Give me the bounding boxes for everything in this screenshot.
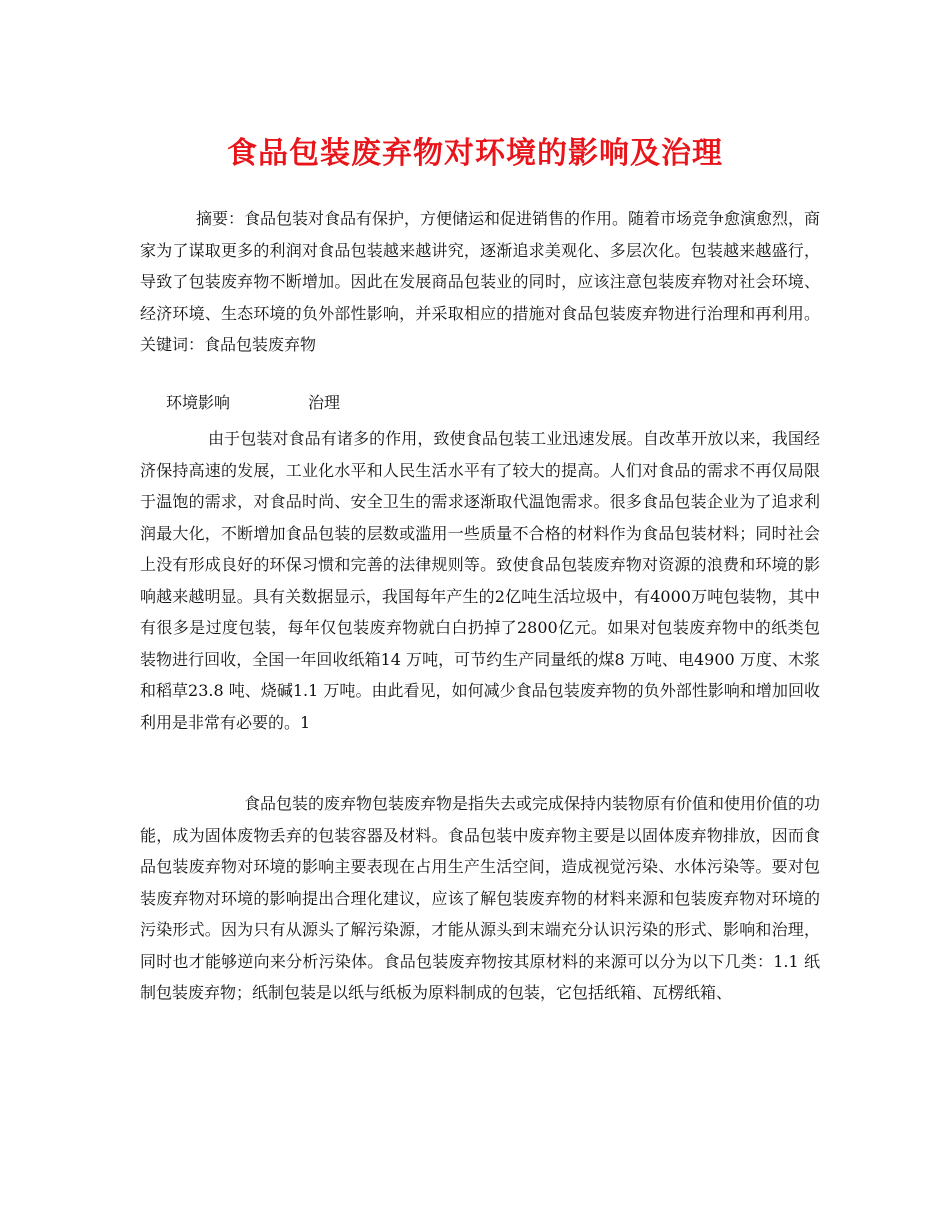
paragraph-2-text: 食品包装的废弃物包装废弃物是指失去或完成保持内装物原有价值和使用价值的功能，成为固体废物丢弃的包装容器及材料。食品包装中废弃物主要是以固体废弃物排放，因而食品包装废弃物对环境的影响主要表现在占用生产生活空间，造成视觉污染、水体污染等。要对包装废弃物对环境的影响提出合理化建议，应该了解包装废弃物的材料来源和包装废弃物对环境的污染形式。因为只有从源头了解污染源，才能从源头到末端充分认识污染的形式、影响和治理，同时也才能够逆向来分析污染体。食品包装废弃物按其原材料的来源可以分为以下几类：1.1 纸制包装废弃物；纸制包装是以纸与纸板为原料制成的包装，它包括纸箱、瓦楞纸箱、 — [140, 794, 821, 1002]
abstract-text: 摘要：食品包装对食品有保护，方便储运和促进销售的作用。随着市场竞争愈演愈烈，商家为了谋取更多的利润对食品包装越来越讲究，逐渐追求美观化、多层次化。包装越来越盛行，导致了包装废弃物不断增加。因此在发展商品包装业的同时，应该注意包装废弃物对社会环境、经济环境、生态环境的负外部性影响，并采取相应的措施对食品包装废弃物进行治理和再利用。关键词：食品包装废弃物 — [140, 209, 821, 354]
document-title: 食品包装废弃物对环境的影响及治理 — [227, 136, 723, 171]
keyword-governance: 治理 — [308, 393, 341, 412]
body-paragraph-1 — [140, 423, 820, 738]
abstract-paragraph — [140, 203, 820, 361]
paragraph-1-text: 由于包装对食品有诸多的作用，致使食品包装工业迅速发展。自改革开放以来，我国经济保持高速的发展，工业化水平和人民生活水平有了较大的提高。人们对食品的需求不再仅局限于温饱的需求，对食品时尚、安全卫生的需求逐渐取代温饱需求。很多食品包装企业为了追求利润最大化，不断增加食品包装的层数或滥用一些质量不合格的材料作为食品包装材料；同时社会上没有形成良好的环保习惯和完善的法律规则等。致使食品包装废弃物对资源的浪费和环境的影响越来越明显。具有关数据显示，我国每年产生的2亿吨生活垃圾中，有4000万吨包装物，其中有很多是过度包装，每年仅包装废弃物就白白扔掉了2800亿元。如果对包装废弃物中的纸类包装物进行回收，全国一年回收纸箱14 万吨，可节约生产同量纸的煤8 万吨、电4900 万度、木浆和稻草23.8 吨、烧碱1.1 万吨。由此看见，如何减少食品包装废弃物的负外部性影响和增加回收利用是非常有必要的。1 — [140, 429, 820, 732]
keywords-line — [166, 390, 340, 413]
keyword-environment-impact: 环境影响 — [166, 393, 231, 412]
body-paragraph-2 — [140, 788, 820, 1009]
